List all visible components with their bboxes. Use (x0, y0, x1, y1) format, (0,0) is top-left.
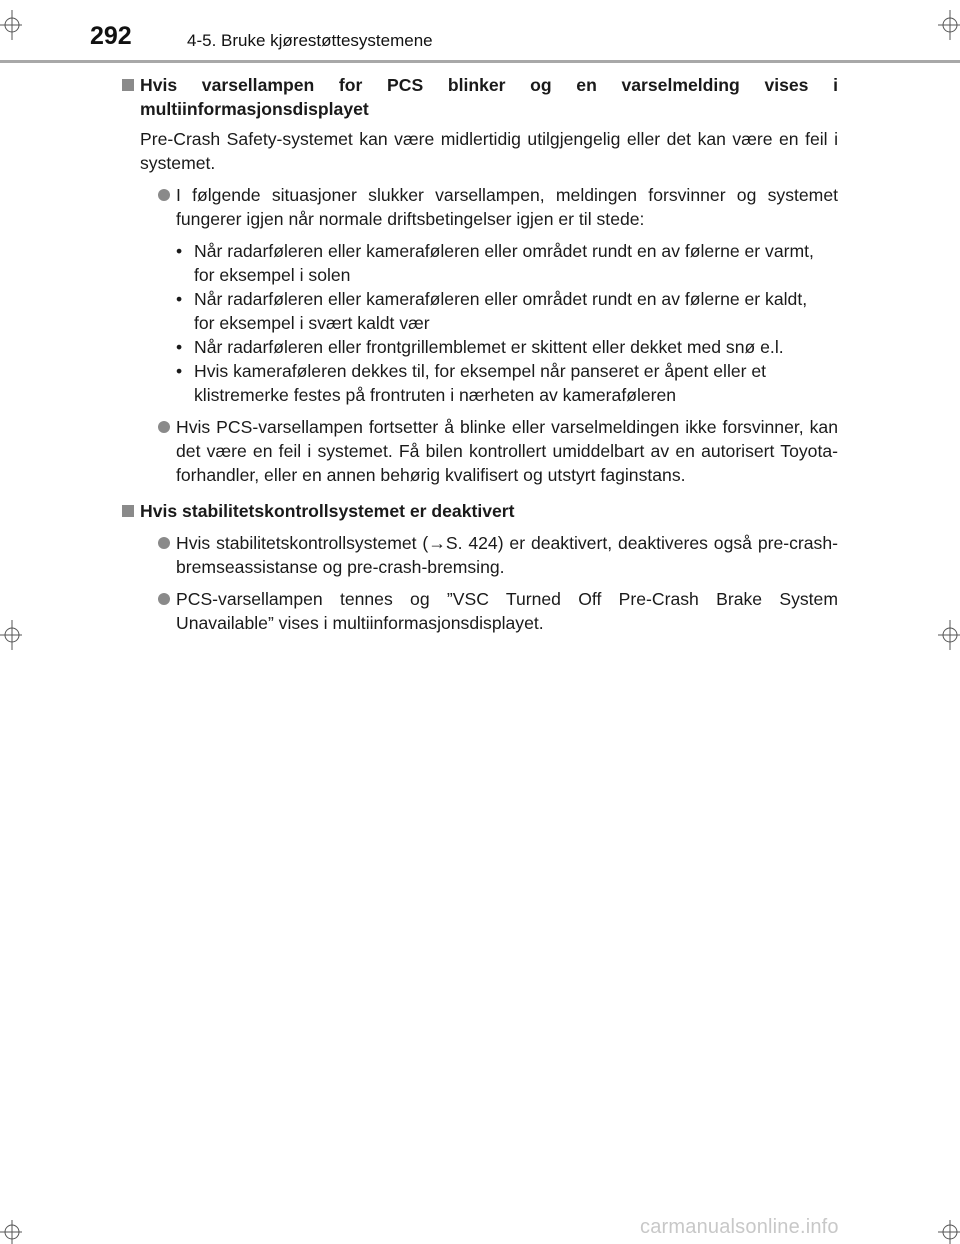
circle-bullet-icon (158, 593, 170, 605)
section-pcs-warning (122, 73, 838, 487)
bullet-icon: • (176, 289, 183, 309)
bullet-list (176, 239, 838, 407)
section-body: Pre-Crash Safety-systemet kan være midlertidig utilgjengelig eller det kan være en feil i systemet. (140, 129, 838, 173)
bullet-icon: • (176, 361, 183, 381)
circle-item (140, 183, 838, 407)
crop-mark-bottom-right (936, 1220, 960, 1244)
watermark-text: carmanualsonline.info (640, 1216, 839, 1238)
section-heading: Hvis stabilitetskontrollsystemet er deaktivert (140, 501, 515, 521)
item-text: I følgende situasjoner slukker varsellampen, meldingen forsvinner og systemet fungerer igjen når normale driftsbetingelser igjen er til stede: (176, 185, 838, 229)
item-text: Hvis PCS-varsellampen fortsetter å blinke eller varselmeldingen ikke forsvinner, kan det være en feil i systemet. Få bilen kontrollert umiddelbart av en autorisert Toyota-forhandler, eller en annen behørig kvalifisert og utstyrt faginstans. (176, 417, 838, 485)
page-reference-link[interactable]: →S. 424 (428, 533, 498, 553)
crop-mark-middle-left (0, 620, 26, 650)
bullet-icon: • (176, 241, 183, 261)
section-title: 4-5. Bruke kjørestøttesystemene (187, 31, 433, 50)
section-heading: Hvis varsellampen for PCS blinker og en varselmelding vises i multiinformasjonsdisplayet (140, 75, 838, 119)
circle-item (140, 531, 838, 579)
bullet-icon: • (176, 337, 183, 357)
circle-bullet-icon (158, 189, 170, 201)
list-item: • Når radarføleren eller kameraføleren eller området rundt en av følerne er varmt, for eksempel i solen (176, 241, 814, 285)
page-number: 292 (90, 22, 132, 50)
square-marker-icon (122, 505, 134, 517)
square-marker-icon (122, 79, 134, 91)
list-item: • Når radarføleren eller frontgrillemblemet er skittent eller dekket med snø e.l. (176, 337, 784, 357)
crop-mark-top-right (936, 10, 960, 40)
crop-mark-bottom-left (0, 1220, 26, 1244)
crop-mark-middle-right (936, 620, 960, 650)
circle-item (140, 587, 838, 635)
list-item: • Hvis kameraføleren dekkes til, for eksempel når panseret er åpent eller et klistremerke festes på frontruten i nærheten av kameraføleren (176, 361, 767, 405)
arrow-right-icon: → (428, 533, 446, 553)
item-text: PCS-varsellampen tennes og ”VSC Turned Off Pre-Crash Brake System Unavailable” vises i multiinformasjonsdisplayet. (176, 589, 838, 633)
header-rule (0, 60, 960, 63)
item-text: Hvis stabilitetskontrollsystemet (→S. 424) er deaktivert, deaktiveres også pre-crash-bremseassistanse og pre-crash-bremsing. (176, 533, 838, 577)
circle-bullet-icon (158, 537, 170, 549)
page-content (122, 73, 838, 635)
crop-mark-top-left (0, 10, 26, 40)
circle-item (140, 415, 838, 487)
section-stability-control (122, 499, 838, 635)
circle-bullet-icon (158, 421, 170, 433)
list-item: • Når radarføleren eller kameraføleren eller området rundt en av følerne er kaldt, for eksempel i svært kaldt vær (176, 289, 808, 333)
